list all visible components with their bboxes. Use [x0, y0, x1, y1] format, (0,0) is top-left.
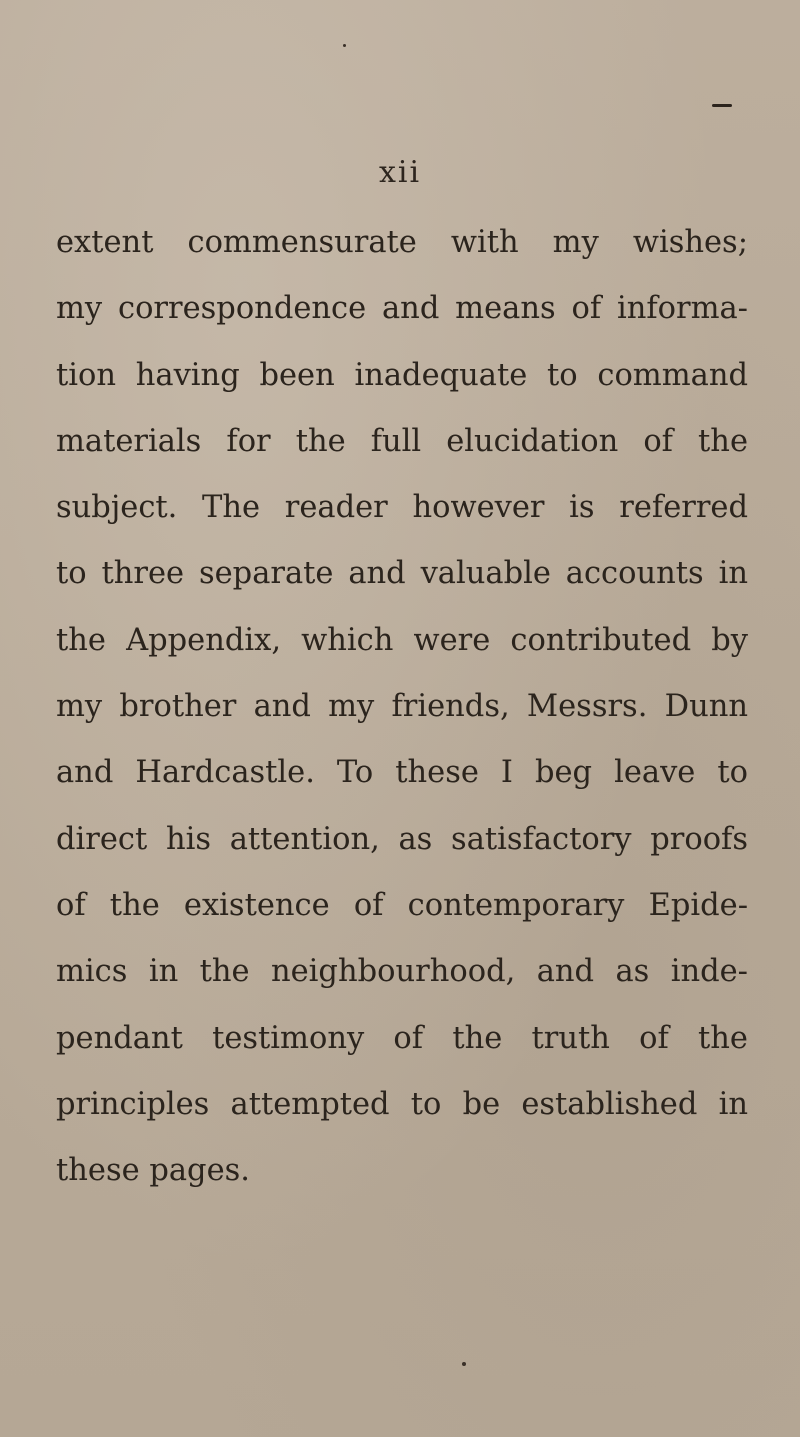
- text-line: subject. The reader however is referred: [56, 490, 748, 526]
- text-line: pendant testimony of the truth of the: [56, 1020, 748, 1056]
- text-line-last: these pages.: [56, 1153, 250, 1189]
- paper-speck: [462, 1362, 466, 1366]
- text-line: mics in the neighbourhood, and as inde-: [56, 954, 748, 990]
- text-line: extent commensurate with my wishes;: [56, 225, 748, 260]
- ink-mark: [712, 104, 732, 107]
- text-line: materials for the full elucidation of the: [56, 423, 748, 459]
- paper-speck: [343, 44, 346, 47]
- text-line: the Appendix, which were contributed by: [56, 622, 748, 658]
- text-line: direct his attention, as satisfactory proofs: [56, 821, 748, 857]
- body-text: [56, 210, 748, 1204]
- page-number: xii: [378, 155, 422, 190]
- text-line: principles attempted to be established in: [56, 1086, 748, 1122]
- text-line: and Hardcastle. To these I beg leave to: [56, 755, 748, 791]
- text-line: to three separate and valuable accounts in: [56, 556, 748, 592]
- text-line: my brother and my friends, Messrs. Dunn: [56, 689, 748, 725]
- text-line: my correspondence and means of informa-: [56, 291, 748, 327]
- text-line: of the existence of contemporary Epide-: [56, 887, 748, 923]
- text-line: tion having been inadequate to command: [56, 357, 748, 393]
